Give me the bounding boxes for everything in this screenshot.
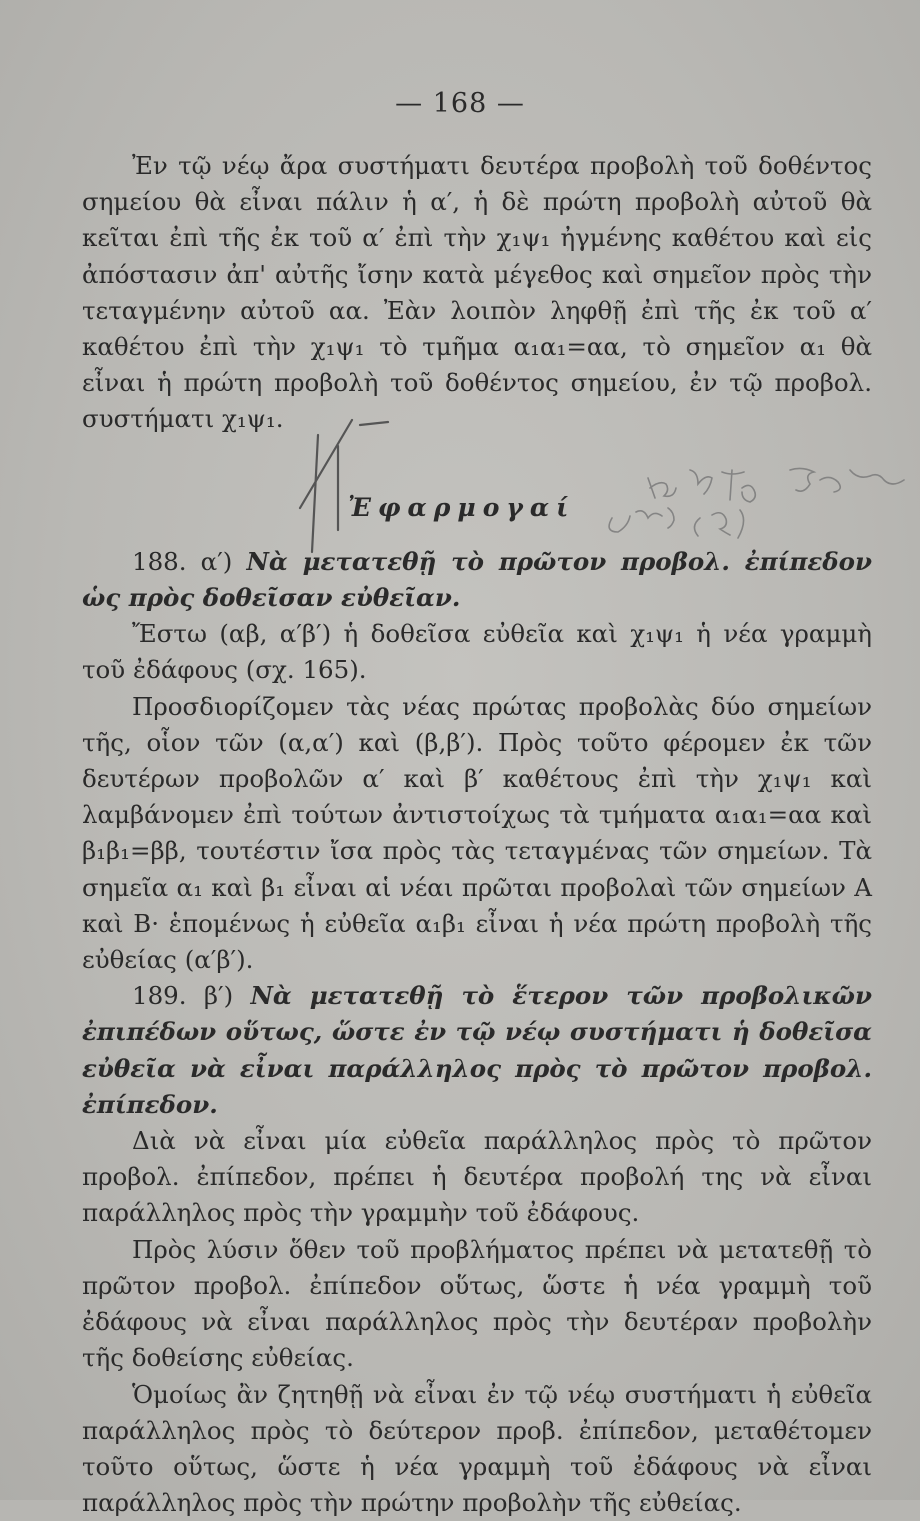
paragraph-6: Ὁμοίως ἂν ζητηθῇ νὰ εἶναι ἐν τῷ νέῳ συστήματι ἡ εὐθεῖα παράλληλος πρὸς τὸ δεύτερον προβ. ἐπίπεδον, μεταθέτομεν τοῦτο οὕτως, ὥστε ἡ νέα γραμμὴ τοῦ ἐδάφους νὰ εἶναι παράλληλος πρὸς τὴν πρώτην προβολὴν τῆς εὐθείας. bbox=[82, 1377, 872, 1521]
exercise-189-number: 189. β′) bbox=[132, 981, 233, 1010]
page-body bbox=[82, 148, 872, 1521]
section-heading: Ἐφαρμογαί bbox=[82, 490, 872, 526]
exercise-189-title: Νὰ μετατεθῇ τὸ ἕτερον τῶν προβολικῶν ἐπιπέδων οὕτως, ὥστε ἐν τῷ νέῳ συστήματι ἡ δοθεῖσα εὐθεῖα νὰ εἶναι παράλληλος πρὸς τὸ πρῶτον προβολ. ἐπίπεδον. bbox=[82, 981, 872, 1119]
paragraph-5: Πρὸς λύσιν ὅθεν τοῦ προβλήματος πρέπει νὰ μετατεθῇ τὸ πρῶτον προβολ. ἐπίπεδον οὕτως, ὥστε ἡ νέα γραμμὴ τοῦ ἐδάφους νὰ εἶναι παράλληλος πρὸς τὴν δευτέραν προβολὴν τῆς δοθείσης εὐθείας. bbox=[82, 1232, 872, 1377]
paragraph-4: Διὰ νὰ εἶναι μία εὐθεῖα παράλληλος πρὸς τὸ πρῶτον προβολ. ἐπίπεδον, πρέπει ἡ δευτέρα προβολή της νὰ εἶναι παράλληλος πρὸς τὴν γραμμὴν τοῦ ἐδάφους. bbox=[82, 1123, 872, 1232]
page-number: — 168 — bbox=[0, 88, 920, 119]
exercise-188-title: Νὰ μετατεθῇ τὸ πρῶτον προβολ. ἐπίπεδον ὡς πρὸς δοθεῖσαν εὐθεῖαν. bbox=[82, 547, 872, 612]
exercise-188-number: 188. α′) bbox=[132, 547, 232, 576]
exercise-189 bbox=[82, 978, 872, 1123]
paragraph-1: Ἐν τῷ νέῳ ἄρα συστήματι δευτέρα προβολὴ τοῦ δοθέντος σημείου θὰ εἶναι πάλιν ἡ α′, ἡ δὲ πρώτη προβολὴ αὐτοῦ θὰ κεῖται ἐπὶ τῆς ἐκ τοῦ α′ ἐπὶ τὴν χ₁ψ₁ ἠγμένης καθέτου καὶ εἰς ἀπόστασιν ἀπ' αὐτῆς ἴσην κατὰ μέγεθος καὶ σημεῖον πρὸς τὴν τεταγμένην αὐτοῦ αα. Ἐὰν λοιπὸν ληφθῇ ἐπὶ τῆς ἐκ τοῦ α′ καθέτου ἐπὶ τὴν χ₁ψ₁ τὸ τμῆμα α₁α₁=αα, τὸ σημεῖον α₁ θὰ εἶναι ἡ πρώτη προβολὴ τοῦ δοθέντος σημείου, ἐν τῷ προβολ. συστήματι χ₁ψ₁. bbox=[82, 148, 872, 438]
paragraph-2: Ἔστω (αβ, α′β′) ἡ δοθεῖσα εὐθεῖα καὶ χ₁ψ₁ ἡ νέα γραμμὴ τοῦ ἐδάφους (σχ. 165). bbox=[82, 616, 872, 688]
exercise-188 bbox=[82, 544, 872, 616]
paragraph-3: Προσδιορίζομεν τὰς νέας πρώτας προβολὰς δύο σημείων τῆς, οἷον τῶν (α,α′) καὶ (β,β′). Πρὸς τοῦτο φέρομεν ἐκ τῶν δευτέρων προβολῶν α′ καὶ β′ καθέτους ἐπὶ τὴν χ₁ψ₁ καὶ λαμβάνομεν ἐπὶ τούτων ἀντιστοίχως τὰ τμήματα α₁α₁=αα καὶ β₁β₁=ββ, τουτέστιν ἴσα πρὸς τὰς τεταγμένας τῶν σημείων. Τὰ σημεῖα α₁ καὶ β₁ εἶναι αἱ νέαι πρῶται προβολαὶ τῶν σημείων Α καὶ Β· ἑπομένως ἡ εὐθεῖα α₁β₁ εἶναι ἡ νέα πρώτη προβολὴ τῆς εὐθείας (α′β′). bbox=[82, 689, 872, 979]
